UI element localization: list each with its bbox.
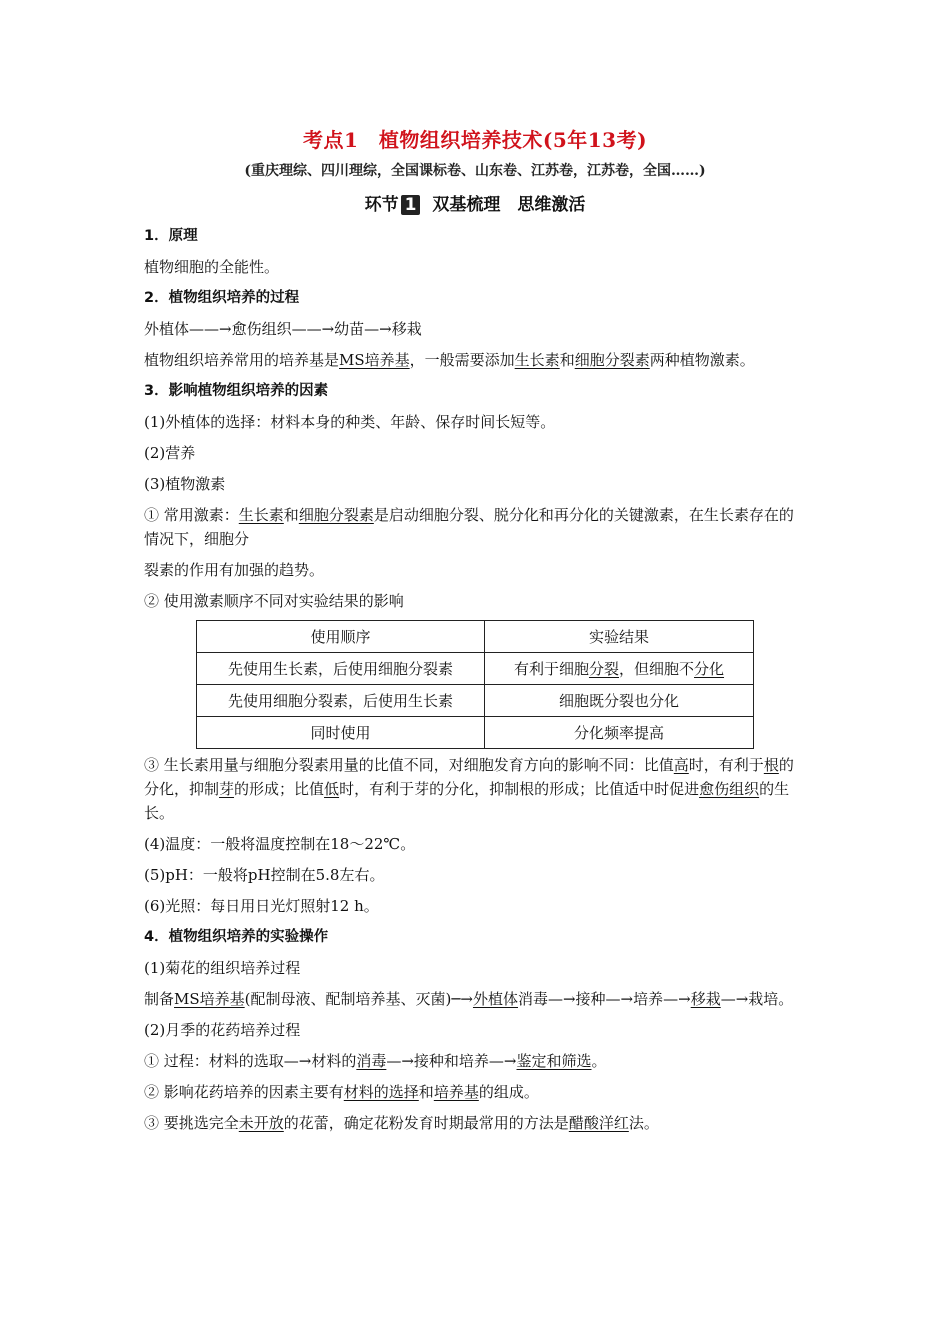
anther-process: ① 过程：材料的选取—→材料的消毒—→接种和培养—→鉴定和筛选。 <box>144 1052 607 1070</box>
answer-auxin: 生长素 <box>514 351 560 369</box>
answer-medium: 培养基 <box>433 1083 479 1101</box>
factor-light: (6)光照：每日用日光灯照射12 h。 <box>144 897 379 915</box>
factor-explant: (1)外植体的选择：材料本身的种类、年龄、保存时间长短等。 <box>144 413 556 431</box>
process-flow: 外植体——→愈伤组织——→幼苗—→移栽 <box>144 320 422 338</box>
section-number: 1 <box>401 195 421 215</box>
chrysanthemum-flow: 制备MS培养基(配制母液、配制培养基、灭菌)─→外植体消毒—→接种—→培养—→移栽—→栽培。 <box>144 990 794 1008</box>
anther-heading: (2)月季的花药培养过程 <box>144 1021 301 1039</box>
answer-unopened: 未开放 <box>238 1114 284 1132</box>
table-header-row <box>197 621 754 653</box>
table-cell: 有利于细胞分裂，但细胞不分化 <box>485 653 754 685</box>
answer-callus: 愈伤组织 <box>699 780 760 798</box>
heading-principle: 1．原理 <box>144 228 198 244</box>
page-title: 考点1 植物组织培养技术(5年13考) <box>302 128 648 152</box>
table-row <box>197 717 754 749</box>
answer-ms-medium: MS培养基 <box>339 351 410 369</box>
principle-text: 植物细胞的全能性。 <box>144 258 280 276</box>
answer-acetocarmine: 醋酸洋红 <box>568 1114 629 1132</box>
answer-transplant: 移栽 <box>690 990 721 1008</box>
table-cell: 同时使用 <box>197 717 485 749</box>
heading-process: 2．植物组织培养的过程 <box>144 290 300 306</box>
answer-sterilize: 消毒 <box>356 1052 387 1070</box>
answer-root: 根 <box>763 756 779 774</box>
section-name: 双基梳理 思维激活 <box>432 195 586 215</box>
chrysanthemum-heading: (1)菊花的组织培养过程 <box>144 959 301 977</box>
table-row <box>197 653 754 685</box>
answer-high: 高 <box>673 756 689 774</box>
answer-low: 低 <box>324 780 340 798</box>
section-header <box>0 190 950 215</box>
table-header: 实验结果 <box>485 621 754 653</box>
heading-factors: 3．影响植物组织培养的因素 <box>144 383 329 399</box>
medium-paragraph: 植物组织培养常用的培养基是MS培养基，一般需要添加生长素和细胞分裂素两种植物激素。 <box>144 351 755 369</box>
anther-factors: ② 影响花药培养的因素主要有材料的选择和培养基的组成。 <box>144 1083 539 1101</box>
answer-explant: 外植体 <box>472 990 518 1008</box>
hormone-order-table <box>196 620 754 749</box>
hormones-common-cont: 裂素的作用有加强的趋势。 <box>144 561 325 579</box>
factor-hormones: (3)植物激素 <box>144 475 226 493</box>
hormones-order: ② 使用激素顺序不同对实验结果的影响 <box>144 592 404 610</box>
factor-nutrition: (2)营养 <box>144 444 196 462</box>
table-cell: 先使用细胞分裂素，后使用生长素 <box>197 685 485 717</box>
answer-ms-medium: MS培养基 <box>174 990 245 1008</box>
factor-temperature: (4)温度：一般将温度控制在18～22℃。 <box>144 835 416 853</box>
section-prefix: 环节 <box>364 195 399 215</box>
heading-operation: 4．植物组织培养的实验操作 <box>144 929 329 945</box>
table-cell: 先使用生长素，后使用细胞分裂素 <box>197 653 485 685</box>
anther-method: ③ 要挑选完全未开放的花蕾，确定花粉发育时期最常用的方法是醋酸洋红法。 <box>144 1114 659 1132</box>
answer-cytokinin: 细胞分裂素 <box>574 351 650 369</box>
table-cell: 细胞既分裂也分化 <box>485 685 754 717</box>
table-cell: 分化频率提高 <box>485 717 754 749</box>
answer-differentiation: 分化 <box>694 660 725 678</box>
answer-division: 分裂 <box>588 660 619 678</box>
answer-bud: 芽 <box>219 780 235 798</box>
answer-identify-screen: 鉴定和筛选 <box>516 1052 592 1070</box>
answer-material-selection: 材料的选择 <box>343 1083 419 1101</box>
hormones-common: ① 常用激素：生长素和细胞分裂素是启动细胞分裂、脱分化和再分化的关键激素，在生长素存在的情况下，细胞分 <box>144 506 794 548</box>
table-header: 使用顺序 <box>197 621 485 653</box>
answer-cytokinin: 细胞分裂素 <box>298 506 374 524</box>
main-content <box>144 224 808 1142</box>
hormones-ratio: ③ 生长素用量与细胞分裂素用量的比值不同，对细胞发育方向的影响不同：比值高时，有利于根的分化，抑制芽的形成；比值低时，有利于芽的分化，抑制根的形成；比值适中时促进愈伤组织的生长。 <box>144 756 794 822</box>
answer-auxin: 生长素 <box>238 506 284 524</box>
source-list: (重庆理综、四川理综，全国课标卷、山东卷、江苏卷，江苏卷，全国……) <box>244 163 706 179</box>
factor-ph: (5)pH：一般将pH控制在5.8左右。 <box>144 866 385 884</box>
table-row <box>197 685 754 717</box>
